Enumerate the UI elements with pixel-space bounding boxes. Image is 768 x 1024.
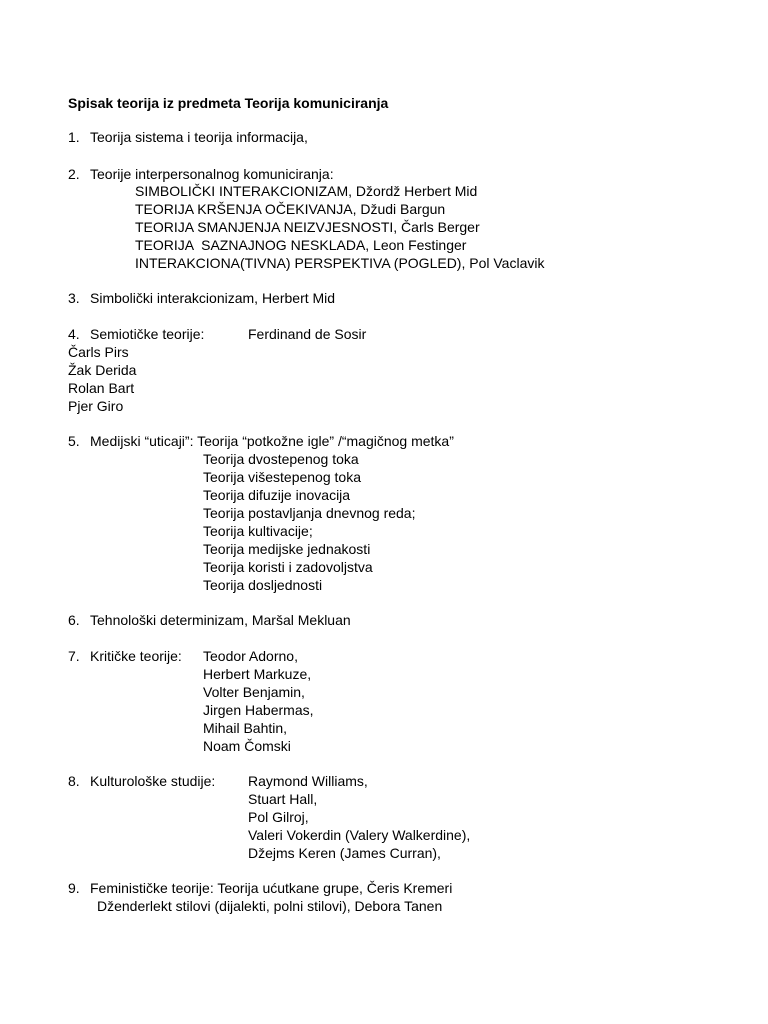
item-7-number: 7. (68, 648, 80, 664)
item-5-sub-line: Teorija dosljednosti (203, 577, 323, 593)
item-8-name: Pol Gilroj, (248, 809, 309, 825)
item-5-sub-line: Teorija difuzije inovacija (203, 487, 351, 503)
item-4-name: Rolan Bart (68, 380, 135, 396)
item-2-sub-line: TEORIJA SMANJENJA NEIZVJESNOSTI, Čarls Berger (135, 219, 480, 235)
item-8-name: Valeri Vokerdin (Valery Walkerdine), (248, 827, 471, 843)
item-2-sub-line: INTERAKCIONA(TIVNA) PERSPEKTIVA (POGLED), Pol Vaclavik (135, 255, 545, 271)
item-7-name: Mihail Bahtin, (203, 720, 288, 736)
item-1-number: 1. (68, 129, 80, 145)
item-6-text: Tehnološki determinizam, Maršal Mekluan (90, 612, 351, 628)
item-4-name: Čarls Pirs (68, 344, 129, 360)
page-title: Spisak teorija iz predmeta Teorija komuniciranja (68, 95, 389, 111)
item-5-sub-line: Teorija dvostepenog toka (203, 451, 359, 467)
item-7-label: Kritičke teorije: (90, 648, 182, 664)
item-5-sub-line: Teorija medijske jednakosti (203, 541, 371, 557)
item-2-sub-line: SIMBOLIČKI INTERAKCIONIZAM, Džordž Herbert Mid (135, 183, 478, 199)
item-9-line2: Dženderlekt stilovi (dijalekti, polni stilovi), Debora Tanen (97, 898, 443, 914)
item-5-sub-line: Teorija višestepenog toka (203, 469, 361, 485)
item-7-name: Jirgen Habermas, (203, 702, 314, 718)
item-7-name: Volter Benjamin, (203, 684, 305, 700)
item-6-number: 6. (68, 612, 80, 628)
item-2-sub-line: TEORIJA KRŠENJA OČEKIVANJA, Džudi Bargun (135, 201, 446, 217)
item-2-sub-line: TEORIJA SAZNAJNOG NESKLADA, Leon Festinger (135, 237, 467, 253)
item-8-number: 8. (68, 773, 80, 789)
item-5-number: 5. (68, 433, 80, 449)
item-3-text: Simbolički interakcionizam, Herbert Mid (90, 290, 336, 306)
item-8-name: Stuart Hall, (248, 791, 318, 807)
item-3-number: 3. (68, 290, 80, 306)
item-5-sub-line: Teorija kultivacije; (203, 523, 313, 539)
item-7-name: Noam Čomski (203, 738, 291, 754)
item-9-number: 9. (68, 880, 80, 896)
item-5-text: Medijski “uticaji”: Teorija “potkožne igle” /“magičnog metka” (90, 433, 454, 449)
item-5-sub-line: Teorija postavljanja dnevnog reda; (203, 505, 416, 521)
item-8-name: Džejms Keren (James Curran), (248, 845, 441, 861)
item-5-sub-line: Teorija koristi i zadovoljstva (203, 559, 373, 575)
item-7-name: Herbert Markuze, (203, 666, 312, 682)
item-1-text: Teorija sistema i teorija informacija, (90, 129, 308, 145)
item-4-number: 4. (68, 326, 80, 342)
item-8-name: Raymond Williams, (248, 773, 368, 789)
item-4-first-name: Ferdinand de Sosir (248, 326, 367, 342)
item-4-name: Žak Derida (68, 362, 137, 378)
item-7-name: Teodor Adorno, (203, 648, 298, 664)
item-8-label: Kulturološke studije: (90, 773, 216, 789)
item-9-text: Feminističke teorije: Teorija ućutkane grupe, Čeris Kremeri (90, 880, 453, 896)
item-2-text: Teorije interpersonalnog komuniciranja: (90, 166, 334, 182)
item-4-label: Semiotičke teorije: (90, 326, 205, 342)
item-4-name: Pjer Giro (68, 398, 124, 414)
item-2-number: 2. (68, 166, 80, 182)
